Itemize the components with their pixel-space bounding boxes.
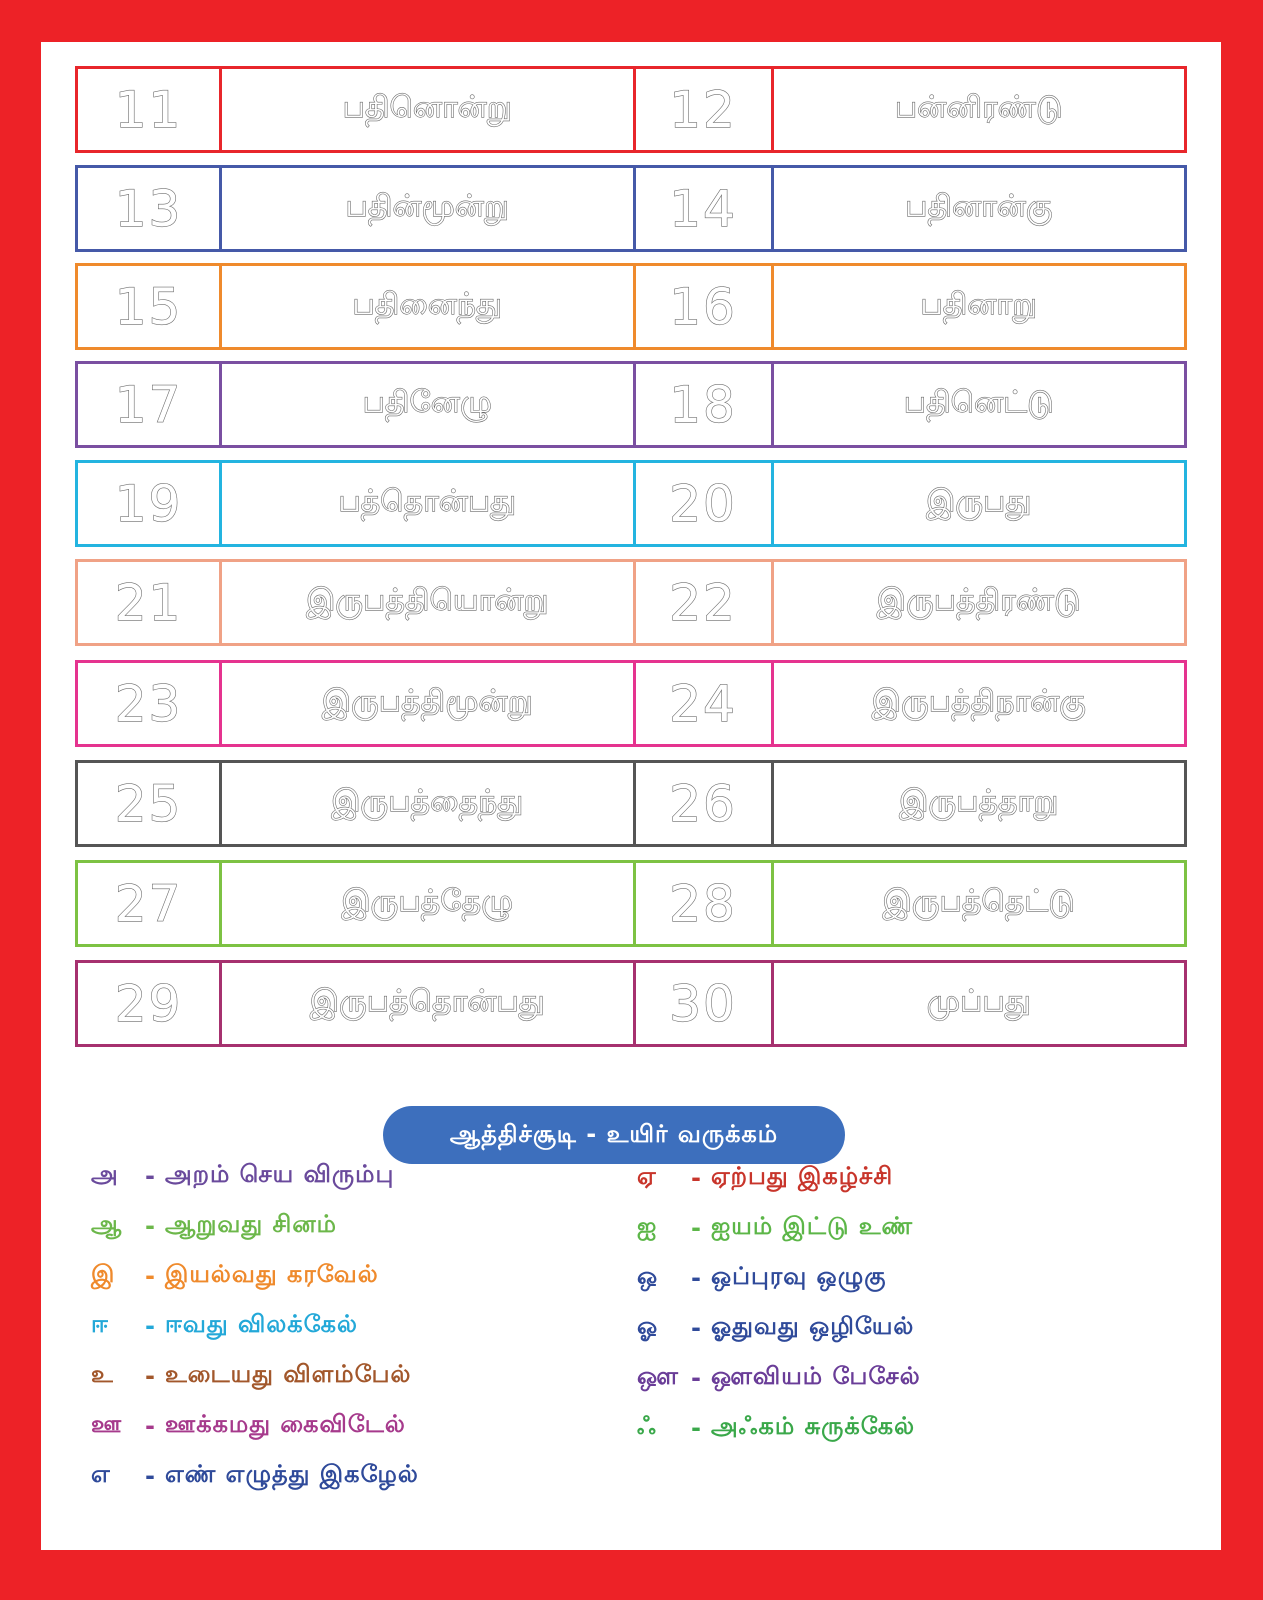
maxim-text: ஆறுவது சினம்: [165, 1210, 337, 1238]
worksheet: [41, 42, 1221, 1550]
number-cell: [636, 663, 774, 744]
number-cell: [636, 266, 774, 347]
word-cell: [774, 364, 1185, 445]
traceable-number: 15: [114, 277, 183, 336]
traceable-word: இருபத்திநான்கு: [871, 684, 1086, 719]
maxim-line: [637, 1212, 913, 1243]
maxim-dash: -: [691, 1363, 701, 1392]
traceable-number: 26: [669, 774, 737, 833]
traceable-number: 14: [669, 179, 737, 238]
traceable-number: 24: [669, 674, 737, 733]
maxim-text: ஐயம் இட்டு உண்: [711, 1212, 914, 1240]
maxim-letter: ஒ: [637, 1262, 658, 1290]
word-cell: [222, 266, 636, 347]
number-cell: [78, 364, 222, 445]
traceable-word: இருபத்தேழு: [341, 884, 514, 919]
maxim-line: [91, 1410, 406, 1441]
table-row: [75, 660, 1187, 747]
traceable-number: 21: [114, 573, 183, 632]
maxim-letter: ஆ: [91, 1210, 122, 1238]
traceable-number: 12: [669, 80, 737, 139]
word-cell: [774, 763, 1185, 844]
maxim-dash: -: [691, 1313, 701, 1342]
word-cell: [774, 266, 1185, 347]
traceable-word: இருபத்தொன்பது: [309, 984, 545, 1019]
banner-title: ஆத்திச்சூடி - உயிர் வருக்கம்: [449, 1119, 779, 1148]
maxim-letter: ஃ: [637, 1412, 656, 1440]
maxim-letter: அ: [91, 1160, 118, 1188]
number-cell: [78, 863, 222, 944]
word-cell: [774, 562, 1185, 643]
table-row: [75, 960, 1187, 1047]
word-cell: [222, 69, 636, 150]
maxim-dash: -: [691, 1413, 701, 1442]
traceable-word: இருபத்தியொன்று: [306, 583, 549, 618]
number-cell: [636, 562, 774, 643]
word-cell: [222, 364, 636, 445]
traceable-number: 23: [114, 674, 183, 733]
number-cell: [636, 364, 774, 445]
table-row: [75, 66, 1187, 153]
maxim-dash: -: [691, 1263, 701, 1292]
word-cell: [774, 463, 1185, 544]
number-cell: [636, 168, 774, 249]
maxim-line: [91, 1160, 394, 1191]
word-cell: [222, 863, 636, 944]
maxim-letter: ஐ: [637, 1212, 657, 1240]
maxim-text: அறம் செய விரும்பு: [165, 1160, 395, 1188]
maxim-line: [637, 1312, 914, 1343]
traceable-word: இருபத்தெட்டு: [882, 884, 1075, 919]
number-cell: [78, 266, 222, 347]
traceable-number: 19: [114, 474, 183, 533]
traceable-word: பத்தொன்பது: [338, 484, 517, 519]
maxim-letter: இ: [91, 1260, 115, 1288]
number-cell: [636, 463, 774, 544]
traceable-number: 30: [669, 974, 737, 1033]
maxim-line: [91, 1310, 358, 1341]
maxim-letter: ஓ: [637, 1312, 658, 1340]
maxim-letter: ஔ: [637, 1362, 678, 1390]
number-cell: [78, 168, 222, 249]
word-cell: [222, 562, 636, 643]
maxim-dash: -: [145, 1361, 155, 1390]
table-row: [75, 559, 1187, 646]
maxim-text: இயல்வது கரவேல்: [165, 1260, 379, 1288]
word-cell: [774, 69, 1185, 150]
traceable-number: 20: [669, 474, 737, 533]
word-cell: [774, 663, 1185, 744]
maxim-text: ஒப்புரவு ஒழுகு: [711, 1262, 887, 1290]
traceable-number: 13: [114, 179, 183, 238]
traceable-number: 17: [114, 375, 183, 434]
word-cell: [222, 763, 636, 844]
maxim-line: [637, 1362, 921, 1393]
word-cell: [222, 963, 636, 1044]
maxim-line: [91, 1260, 379, 1291]
maxim-text: ஔவியம் பேசேல்: [711, 1362, 921, 1390]
maxim-line: [637, 1262, 887, 1293]
maxim-text: ஓதுவது ஒழியேல்: [711, 1312, 915, 1340]
table-row: [75, 263, 1187, 350]
traceable-number: 27: [114, 874, 183, 933]
maxim-letter: ஈ: [91, 1310, 108, 1338]
aathichudi-banner: [383, 1106, 845, 1164]
table-row: [75, 165, 1187, 252]
number-cell: [78, 963, 222, 1044]
traceable-word: இருபத்தாறு: [899, 784, 1059, 819]
traceable-word: பன்னிரண்டு: [894, 90, 1063, 125]
word-cell: [774, 863, 1185, 944]
maxim-line: [637, 1162, 893, 1193]
maxim-text: உடையது விளம்பேல்: [165, 1360, 412, 1388]
word-cell: [222, 168, 636, 249]
traceable-word: பதின்மூன்று: [345, 189, 509, 224]
maxim-dash: -: [145, 1161, 155, 1190]
table-row: [75, 361, 1187, 448]
word-cell: [774, 168, 1185, 249]
table-row: [75, 760, 1187, 847]
traceable-word: பதினேழு: [362, 385, 492, 420]
maxim-dash: -: [145, 1211, 155, 1240]
number-cell: [78, 463, 222, 544]
number-cell: [636, 963, 774, 1044]
traceable-number: 16: [669, 277, 737, 336]
traceable-word: பதினான்கு: [905, 189, 1053, 224]
maxim-dash: -: [145, 1311, 155, 1340]
traceable-word: பதினைந்து: [352, 287, 503, 322]
maxim-line: [91, 1460, 419, 1491]
number-cell: [636, 863, 774, 944]
table-row: [75, 460, 1187, 547]
traceable-word: பதினாறு: [920, 287, 1038, 322]
number-cell: [636, 763, 774, 844]
traceable-word: இருபத்திமூன்று: [321, 684, 533, 719]
traceable-word: முப்பது: [926, 984, 1031, 1019]
traceable-word: இருபது: [926, 484, 1032, 519]
traceable-word: பதினெட்டு: [903, 385, 1054, 420]
maxim-dash: -: [145, 1461, 155, 1490]
maxim-letter: உ: [91, 1360, 113, 1388]
traceable-word: பதினொன்று: [342, 90, 512, 125]
traceable-word: இருபத்தைந்து: [331, 784, 524, 819]
traceable-word: இருபத்திரண்டு: [876, 583, 1081, 618]
traceable-number: 18: [669, 375, 737, 434]
traceable-number: 28: [669, 874, 737, 933]
maxim-line: [91, 1210, 337, 1241]
maxim-line: [637, 1412, 915, 1443]
maxim-letter: எ: [91, 1460, 110, 1488]
number-cell: [78, 69, 222, 150]
number-cell: [78, 763, 222, 844]
maxim-dash: -: [691, 1163, 701, 1192]
maxim-text: ஏற்பது இகழ்ச்சி: [711, 1162, 894, 1190]
maxim-line: [91, 1360, 411, 1391]
word-cell: [222, 663, 636, 744]
maxim-dash: -: [145, 1261, 155, 1290]
number-cell: [78, 663, 222, 744]
traceable-number: 11: [114, 80, 183, 139]
maxim-text: எண் எழுத்து இகழேல்: [165, 1460, 419, 1488]
traceable-number: 22: [669, 573, 737, 632]
number-cell: [78, 562, 222, 643]
maxim-letter: ஏ: [637, 1162, 656, 1190]
maxim-dash: -: [691, 1213, 701, 1242]
table-row: [75, 860, 1187, 947]
traceable-number: 25: [114, 774, 183, 833]
traceable-number: 29: [114, 974, 183, 1033]
word-cell: [222, 463, 636, 544]
word-cell: [774, 963, 1185, 1044]
maxim-text: அஃகம் சுருக்கேல்: [711, 1412, 916, 1440]
maxim-letter: ஊ: [91, 1410, 122, 1438]
maxim-dash: -: [145, 1411, 155, 1440]
maxim-text: ஊக்கமது கைவிடேல்: [165, 1410, 406, 1438]
number-cell: [636, 69, 774, 150]
maxim-text: ஈவது விலக்கேல்: [165, 1310, 358, 1338]
